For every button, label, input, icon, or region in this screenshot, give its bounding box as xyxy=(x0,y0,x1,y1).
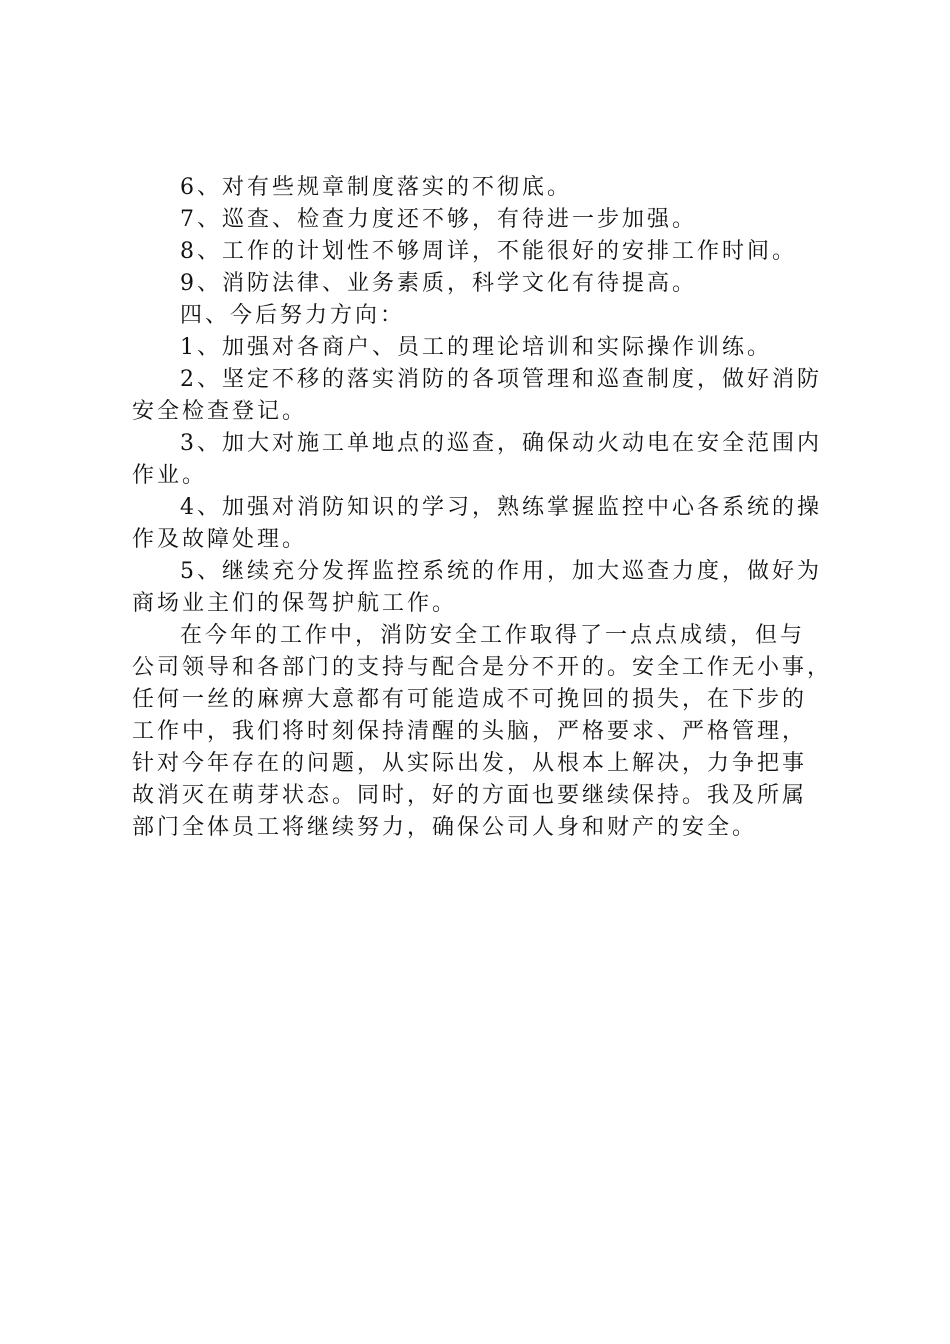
improvement-item-5: 5、继续充分发挥监控系统的作用，加大巡查力度，做好为 xyxy=(180,559,822,584)
list-item-7: 7、巡查、检查力度还不够，有待进一步加强。 xyxy=(180,207,697,232)
document-body xyxy=(132,172,838,844)
improvement-item-4-cont: 作及故障处理。 xyxy=(132,527,308,552)
closing-paragraph-line: 针对今年存在的问题，从实际出发，从根本上解决，力争把事 xyxy=(132,751,808,776)
section-heading: 四、今后努力方向： xyxy=(180,303,406,328)
closing-paragraph-line: 故消灭在萌芽状态。同时，好的方面也要继续保持。我及所属 xyxy=(132,783,808,808)
improvement-item-2-cont: 安全检查登记。 xyxy=(132,399,308,424)
closing-paragraph-line: 工作中，我们将时刻保持清醒的头脑，严格要求、严格管理， xyxy=(132,719,808,744)
improvement-item-1: 1、加强对各商户、员工的理论培训和实际操作训练。 xyxy=(180,335,772,360)
improvement-item-4: 4、加强对消防知识的学习，熟练掌握监控中心各系统的操 xyxy=(180,495,822,520)
improvement-item-3: 3、加大对施工单地点的巡查，确保动火动电在安全范围内 xyxy=(180,431,822,456)
closing-paragraph-line: 公司领导和各部门的支持与配合是分不开的。安全工作无小事， xyxy=(132,655,833,680)
closing-paragraph-line: 任何一丝的麻痹大意都有可能造成不可挽回的损失，在下步的 xyxy=(132,687,808,712)
improvement-item-2: 2、坚定不移的落实消防的各项管理和巡查制度，做好消防 xyxy=(180,367,822,392)
closing-paragraph-line: 部门全体员工将继续努力，确保公司人身和财产的安全。 xyxy=(132,815,758,840)
improvement-item-5-cont: 商场业主们的保驾护航工作。 xyxy=(132,591,458,616)
improvement-item-3-cont: 作业。 xyxy=(132,463,208,488)
list-item-8: 8、工作的计划性不够周详，不能很好的安排工作时间。 xyxy=(180,239,797,264)
list-item-9: 9、消防法律、业务素质，科学文化有待提高。 xyxy=(180,271,697,296)
list-item-6: 6、对有些规章制度落实的不彻底。 xyxy=(180,175,572,200)
closing-paragraph-line: 在今年的工作中，消防安全工作取得了一点点成绩，但与 xyxy=(180,623,806,648)
